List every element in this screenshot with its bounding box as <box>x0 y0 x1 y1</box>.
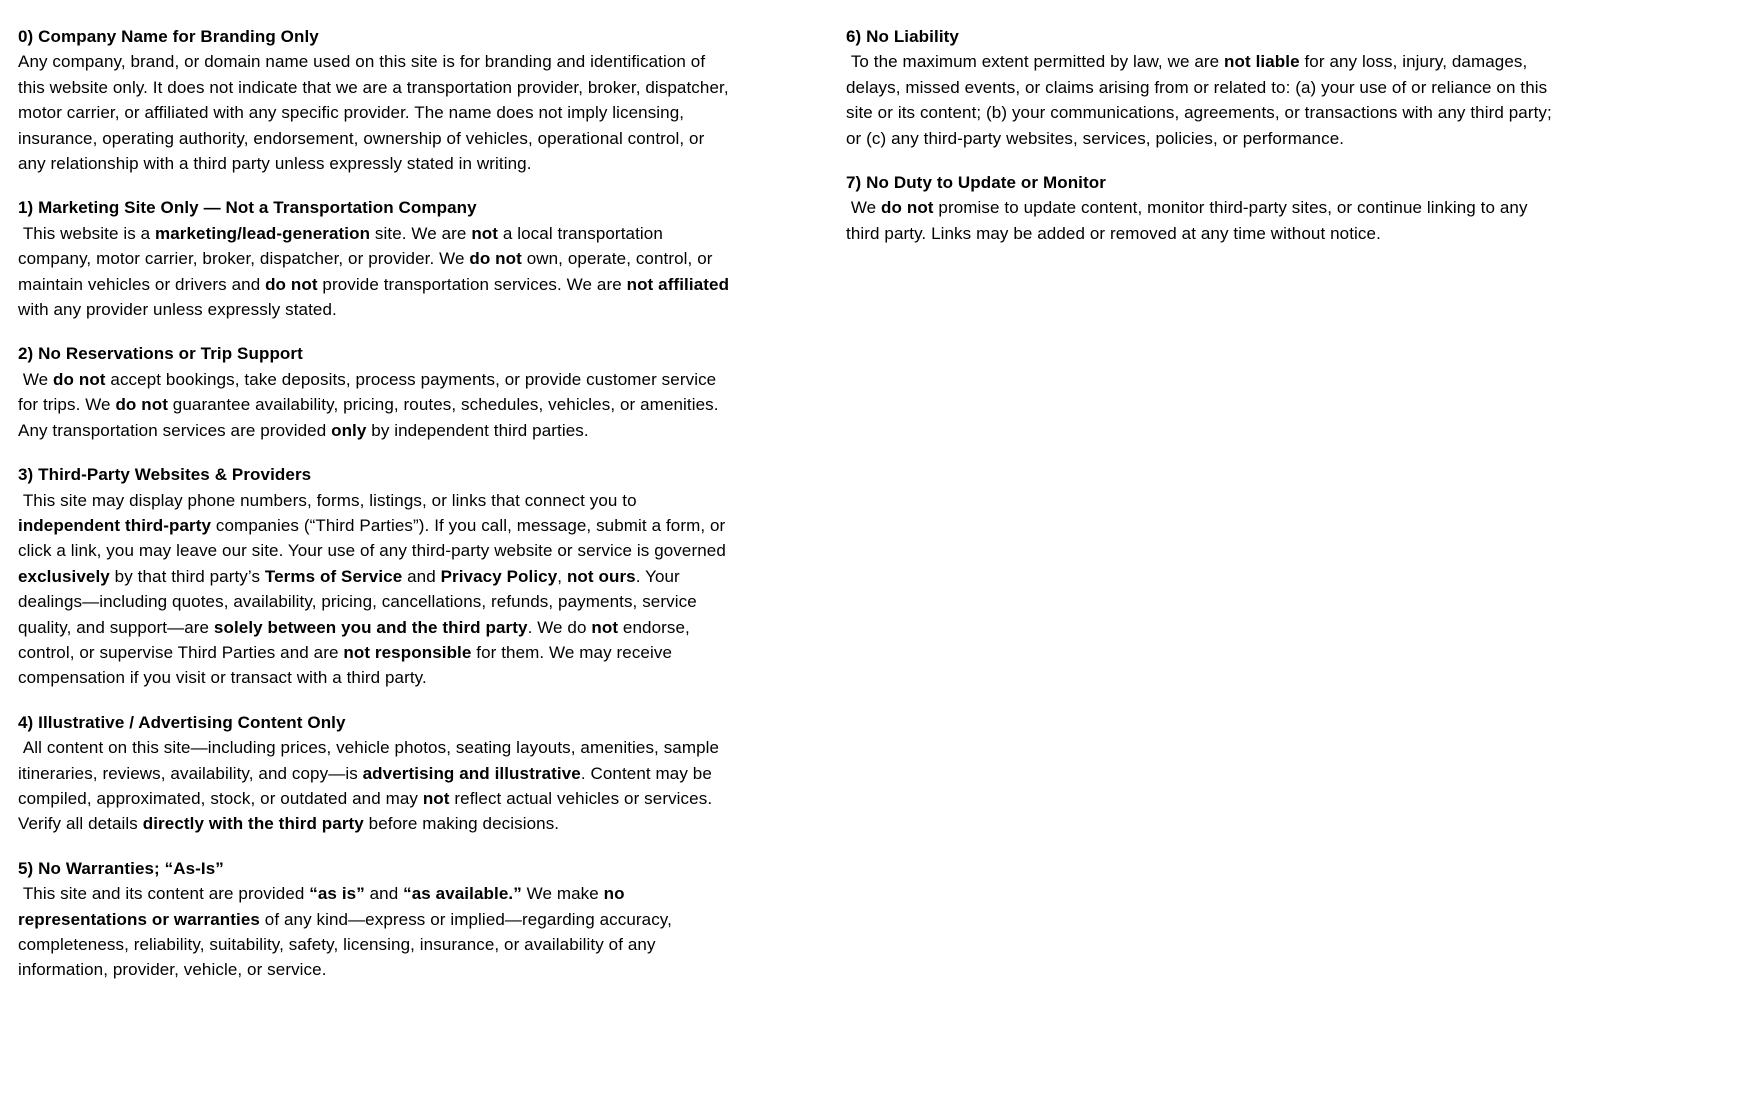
section-paragraph <box>18 221 736 323</box>
text-run: We <box>18 369 54 389</box>
text-run-bold: only <box>331 420 367 440</box>
text-run-bold: “as available.” <box>403 884 522 904</box>
section-paragraph <box>18 49 736 176</box>
text-run: with any provider unless expressly stated. <box>18 274 734 320</box>
section-7 <box>846 170 1564 246</box>
text-run-bold: exclusively <box>18 566 110 586</box>
text-run: This site may display phone numbers, forms, listings, or links that connect you to <box>18 490 642 510</box>
section-heading: 5) No Warranties; “As-Is” <box>18 858 224 878</box>
text-run-bold: “as is” <box>309 884 365 904</box>
text-run: site. We are <box>370 223 472 243</box>
text-run-bold: not <box>422 788 450 808</box>
text-run: provide transportation services. We are <box>317 274 627 294</box>
text-run: , <box>557 566 567 586</box>
section-heading: 1) Marketing Site Only — Not a Transportation Company <box>18 198 477 218</box>
text-run-bold: not affiliated <box>626 274 730 294</box>
text-run: . Your dealings—including quotes, availability, pricing, cancellations, refunds, payments, service quality, and support—are <box>18 566 702 637</box>
section-heading: 3) Third-Party Websites & Providers <box>18 465 312 485</box>
section-6 <box>846 24 1564 151</box>
text-run-bold: Privacy Policy <box>440 566 558 586</box>
text-run: All content on this site—including prices, vehicle photos, seating layouts, amenities, sample itineraries, reviews, availability, and copy—is <box>18 738 724 783</box>
text-run: reflect actual vehicles or services. Verify all details <box>18 788 717 834</box>
text-run: Any company, brand, or domain name used on this site is for branding and identification of this website only. It does not indicate that we are a transportation provider, broker, dispatcher, motor carrier, or affiliated with any specific provider. The name does not imply licensing, insurance, operating authority, endorsement, ownership of vehicles, operational control, or any relationship with a third party unless expressly stated in writing. <box>18 52 734 174</box>
section-paragraph <box>846 49 1564 151</box>
section-3 <box>18 462 736 691</box>
text-run: . Content may be compiled, approximated, stock, or outdated and may <box>18 763 717 808</box>
text-run: We <box>846 198 882 218</box>
text-run-bold: Terms of Service <box>264 566 403 586</box>
text-run-bold: do not <box>265 274 318 294</box>
text-run-bold: do not <box>469 249 522 269</box>
text-run-bold: not ours <box>566 566 636 586</box>
text-run-bold: marketing/lead-generation <box>155 223 371 243</box>
section-heading: 6) No Liability <box>846 27 959 46</box>
section-5 <box>18 856 736 983</box>
text-run: for any loss, injury, damages, delays, missed events, or claims arising from or related to: (a) your use of or reliance on this site or its content; (b) your communications, agreements, or transactions with any third party; or (c) any third-party websites, services, policies, or performance. <box>846 52 1557 148</box>
text-run-bold: solely between you and the third party <box>213 617 528 637</box>
text-run-bold: do not <box>53 369 106 389</box>
section-heading: 4) Illustrative / Advertising Content Only <box>18 712 346 732</box>
text-run: promise to update content, monitor third-party sites, or continue linking to any third party. Links may be added or removed at any time without notice. <box>846 198 1533 243</box>
text-run: own, operate, control, or maintain vehicles or drivers and <box>18 249 718 294</box>
text-run: companies (“Third Parties”). If you call, message, submit a form, or click a link, you may leave our site. Your use of any third-party website or service is governed <box>18 515 731 561</box>
text-run: by independent third parties. <box>366 420 589 440</box>
text-run: We make <box>521 884 604 904</box>
section-0 <box>18 24 736 176</box>
text-run-bold: not <box>471 223 499 243</box>
text-run-bold: not responsible <box>343 642 472 662</box>
text-run: before making decisions. <box>363 814 560 834</box>
text-run: for them. We may receive compensation if you visit or transact with a third party. <box>18 642 677 688</box>
text-run: This website is a <box>18 223 156 243</box>
text-run: endorse, control, or supervise Third Parties and are <box>18 617 695 662</box>
section-heading: 7) No Duty to Update or Monitor <box>846 173 1106 193</box>
text-run-bold: do not <box>115 395 168 415</box>
section-paragraph <box>18 881 736 983</box>
text-run: This site and its content are provided <box>18 884 310 904</box>
text-run-bold: independent third-party <box>18 515 212 535</box>
text-run-bold: not <box>591 617 619 637</box>
text-run: accept bookings, take deposits, process payments, or provide customer service for trips. We <box>18 369 722 415</box>
section-1 <box>18 195 736 322</box>
section-heading: 0) Company Name for Branding Only <box>18 27 319 46</box>
text-run-bold: advertising and illustrative <box>362 763 581 783</box>
section-paragraph <box>18 367 736 443</box>
text-run-bold: no representations or warranties <box>18 884 630 929</box>
text-run: a local transportation company, motor carrier, broker, dispatcher, or provider. We <box>18 223 668 269</box>
text-run: of any kind—express or implied—regarding accuracy, completeness, reliability, suitability, safety, licensing, insurance, or availability of any information, provider, vehicle, or service. <box>18 909 677 980</box>
section-heading: 2) No Reservations or Trip Support <box>18 344 303 364</box>
text-run: . We do <box>527 617 592 637</box>
text-run: To the maximum extent permitted by law, we are <box>846 52 1225 72</box>
text-run: and <box>402 566 441 586</box>
text-run: and <box>364 884 404 904</box>
text-run: by that third party’s <box>109 566 265 586</box>
sections-container <box>18 0 1564 1016</box>
text-run-bold: do not <box>881 198 934 218</box>
section-paragraph <box>18 735 736 837</box>
text-run: guarantee availability, pricing, routes, schedules, vehicles, or amenities. Any transportation services are provided <box>18 395 723 440</box>
section-2 <box>18 341 736 443</box>
section-paragraph <box>846 195 1564 246</box>
section-4 <box>18 710 736 837</box>
text-run-bold: not liable <box>1224 52 1300 72</box>
text-run-bold: directly with the third party <box>142 814 364 834</box>
section-paragraph <box>18 488 736 691</box>
